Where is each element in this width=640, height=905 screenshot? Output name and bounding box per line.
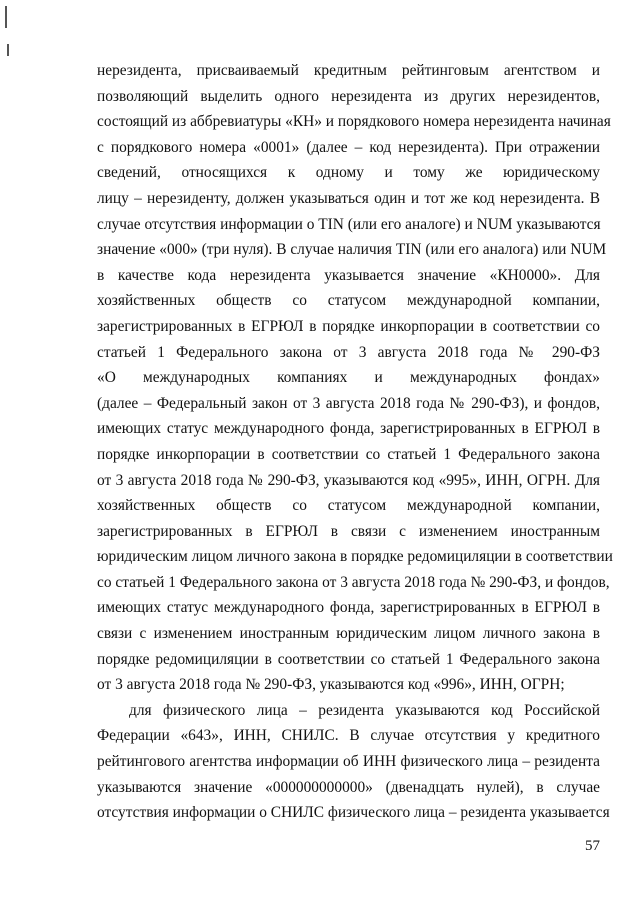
text-line: связи с изменением иностранным юридическим лицом личного закона в [97,625,600,643]
text-line: позволяющий выделить одного нерезидента из других нерезидентов, [97,87,600,105]
scan-artifact-side-mark [7,44,9,56]
text-line: хозяйственных обществ со статусом международной компании, [97,497,600,515]
page-number: 57 [585,838,600,854]
text-line: имеющих статус международного фонда, зарегистрированных в ЕГРЮЛ в [97,599,600,617]
text-line: Федерации «643», ИНН, СНИЛС. В случае отсутствия у кредитного [97,727,600,745]
text-line: от 3 августа 2018 года № 290-ФЗ, указываются код «996», ИНН, ОГРН; [97,676,565,694]
text-line: «О международных компаниях и международных фондах» [97,369,600,387]
text-line: с порядкового номера «0001» (далее – код нерезидента). При отражении [97,138,600,156]
text-line: отсутствия информации о СНИЛС физического лица – резидента указывается [97,804,610,822]
text-line: имеющих статус международного фонда, зарегистрированных в ЕГРЮЛ в [97,420,600,438]
text-line: зарегистрированных в ЕГРЮЛ в связи с изменением иностранным [97,522,600,540]
text-line: юридическим лицом личного закона в порядке редомициляции в соответствии [97,548,613,566]
text-line: указываются значение «000000000000» (двенадцать нулей), в случае [97,778,600,796]
text-line: от 3 августа 2018 года № 290-ФЗ, указываются код «995», ИНН, ОГРН. Для [97,471,600,489]
document-body [97,58,613,826]
text-line: случае отсутствия информации о TIN (или его аналоге) и NUM указываются [97,215,601,233]
text-line: нерезидента, присваиваемый кредитным рейтинговым агентством и [97,62,600,79]
text-line: значение «000» (три нуля). В случае наличия TIN (или его аналога) или NUM [97,241,607,259]
text-line: сведений, относящихся к одному и тому же юридическому [97,164,600,182]
text-line: (далее – Федеральный закон от 3 августа 2018 года № 290-ФЗ), и фондов, [97,394,600,412]
text-line: в качестве кода нерезидента указывается значение «КН0000». Для [97,266,600,284]
text-line: состоящий из аббревиатуры «КН» и порядкового номера нерезидента начиная [97,113,611,131]
text-line: для физического лица – резидента указываются код Российской [129,701,600,719]
text-line: порядке инкорпорации в соответствии со статьей 1 Федерального закона [97,445,600,463]
text-line: хозяйственных обществ со статусом международной компании, [97,292,600,310]
text-line: рейтингового агентства информации об ИНН физического лица – резидента [97,753,600,771]
text-line: статьей 1 Федерального закона от 3 августа 2018 года № 290-ФЗ [97,343,600,361]
text-line: порядке редомициляции в соответствии со статьей 1 Федерального закона [97,650,600,668]
text-line: лицу – нерезиденту, должен указываться один и тот же код нерезидента. В [97,189,600,207]
text-line: зарегистрированных в ЕГРЮЛ в порядке инкорпорации в соответствии со [97,317,600,335]
scan-artifact-top-mark [5,6,7,28]
text-line: со статьей 1 Федерального закона от 3 августа 2018 года № 290-ФЗ, и фондов, [97,573,610,591]
